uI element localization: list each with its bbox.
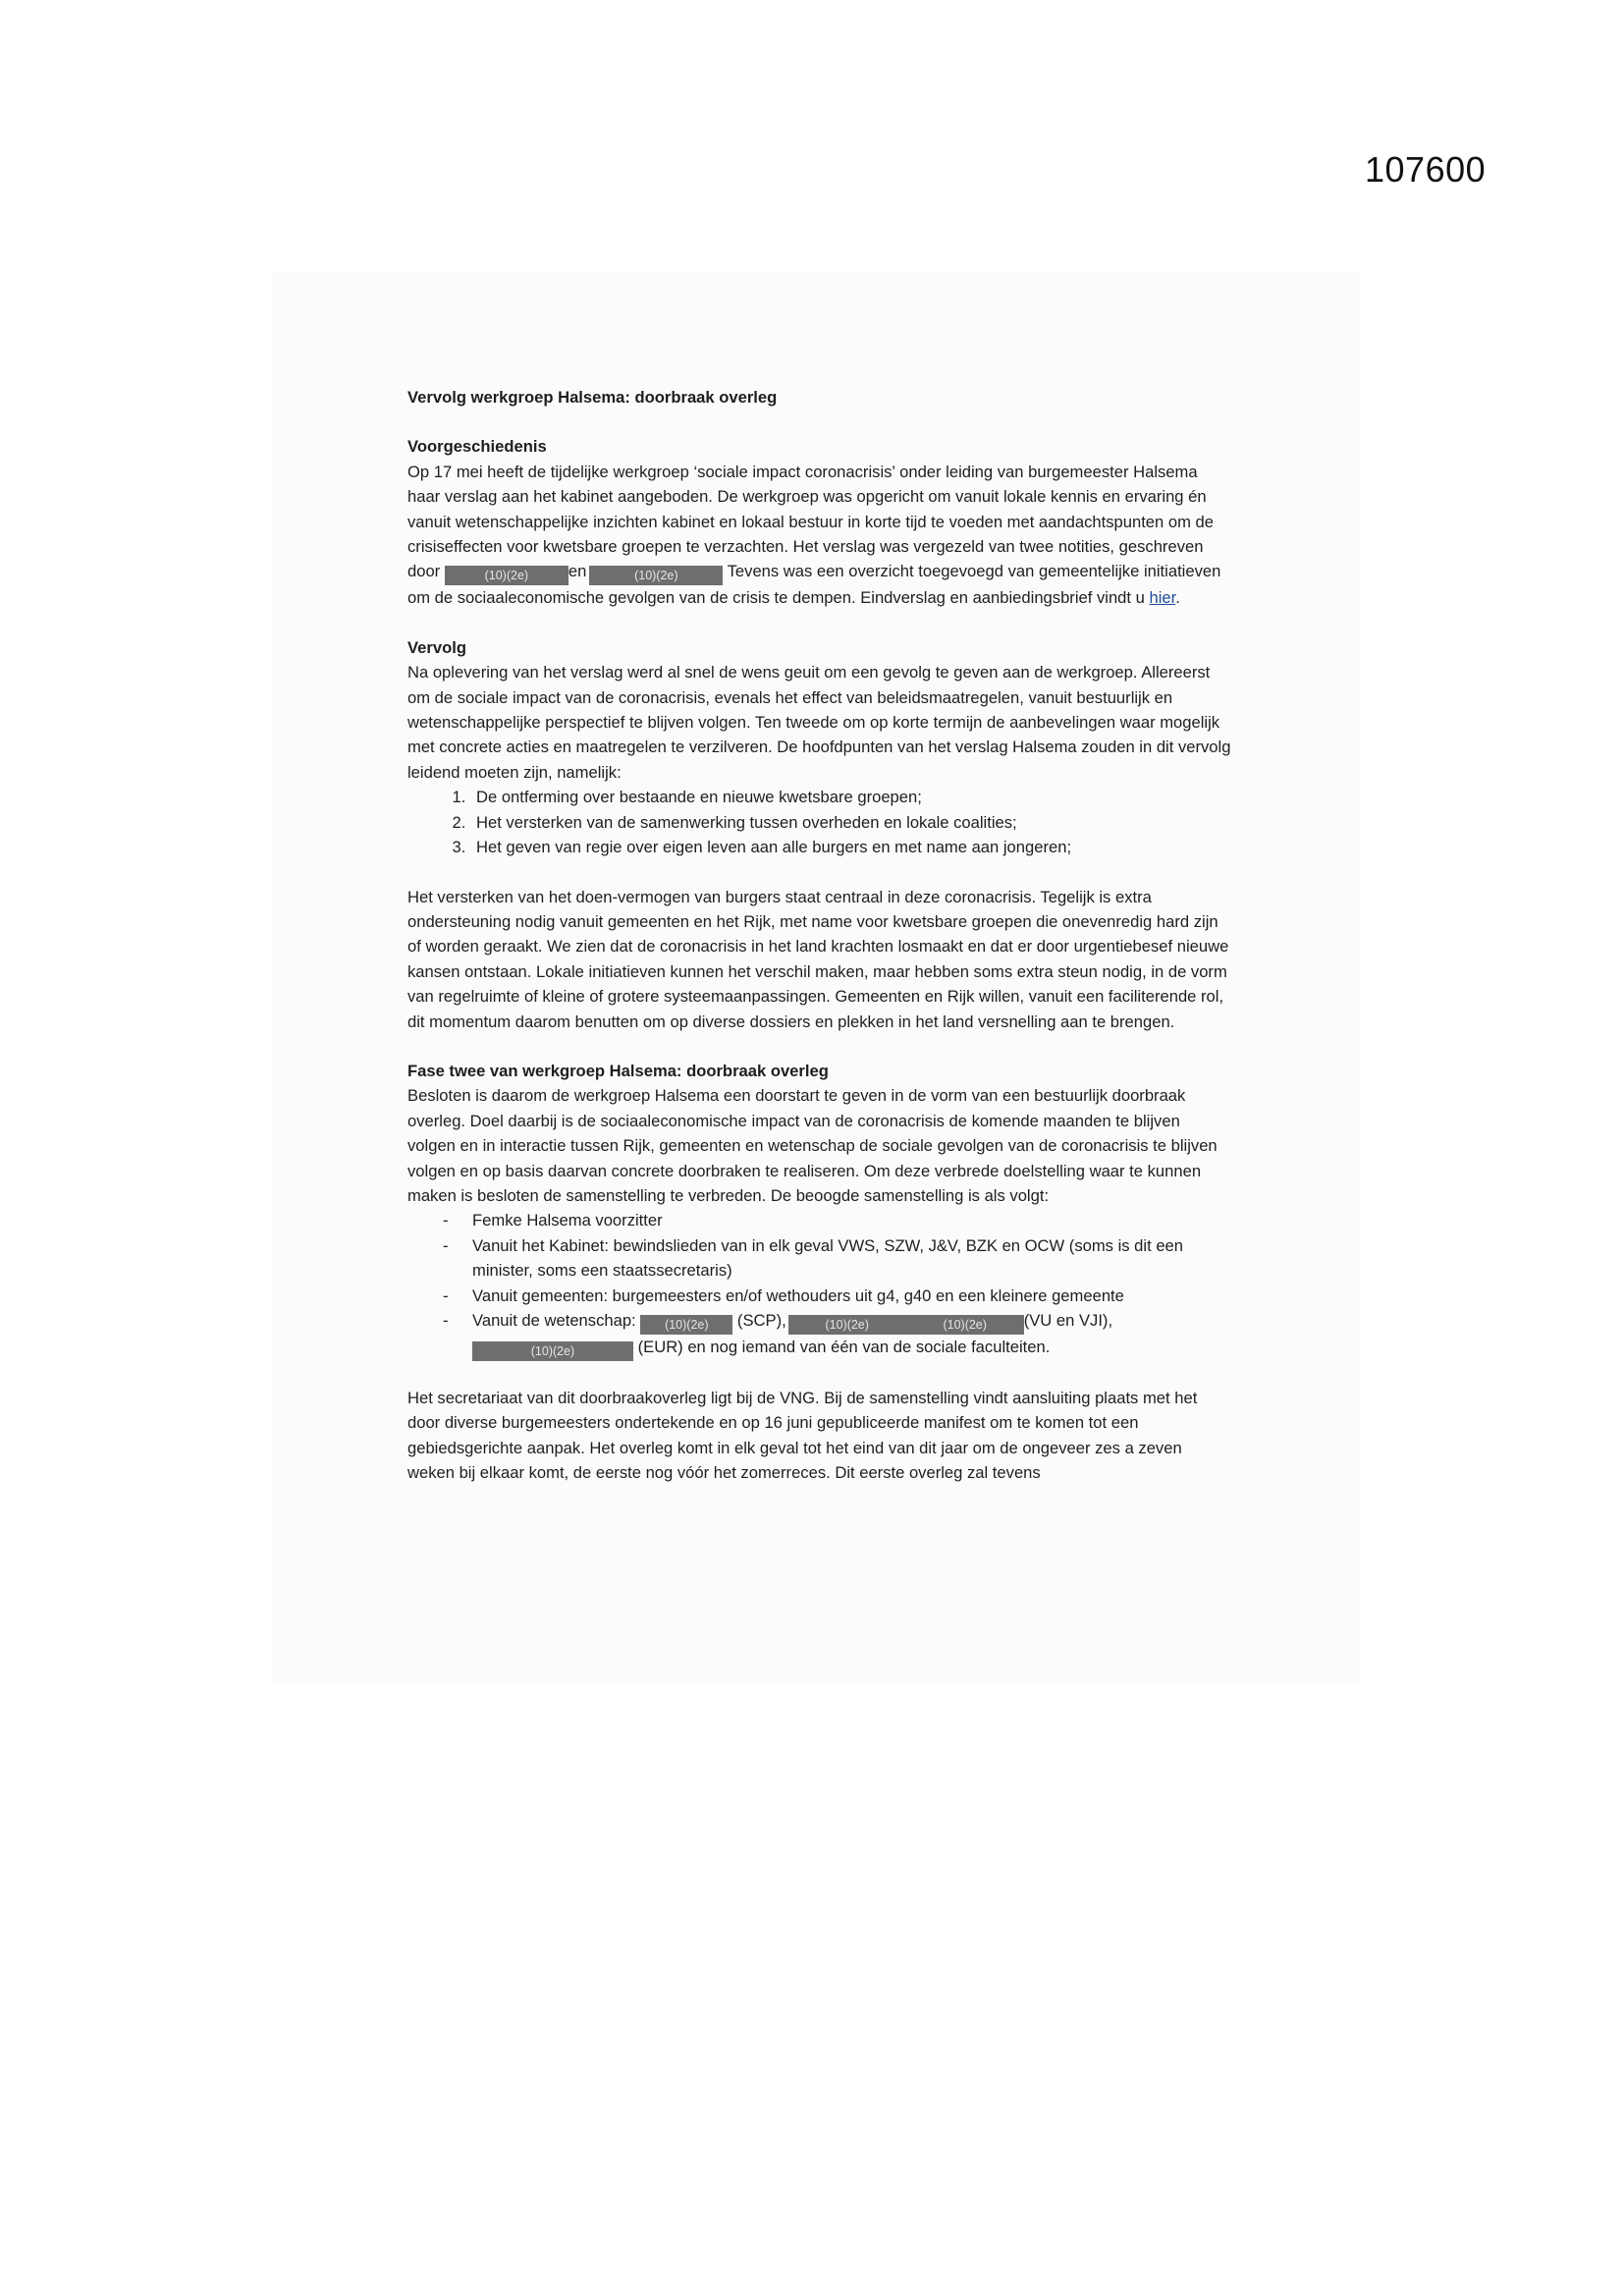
paragraph-doen-vermogen: Het versterken van het doen-vermogen van burgers staat centraal in deze coronacrisis. Tegelijk is extra ondersteuning nodig vanuit gemeenten en het Rijk, met name voor kwetsbare groepen die onevenredig hard zijn of worden geraakt. We zien dat de coronacrisis in het land krachten losmaakt en dat er door urgentiebesef nieuwe kansen ontstaan. Lokale initiatieven kunnen het verschil maken, maar hebben soms extra steun nodig, in de vorm van regelruimte of kleine of grotere systeemaanpassingen. Gemeenten en Rijk willen, vanuit een faciliterende rol, dit momentum daarom benutten om op diverse dossiers en plekken in het land versnelling aan te brengen. bbox=[407, 887, 1229, 1031]
list-item bbox=[443, 1208, 1232, 1232]
voorgeschiedenis-text-2: en bbox=[568, 562, 587, 581]
priority-list bbox=[407, 785, 1232, 859]
voorgeschiedenis-text-3: Tevens was een overzicht toegevoegd van gemeentelijke initiatieven om de sociaaleconomische gevolgen van de crisis te dempen. Eindverslag en aanbiedingsbrief vindt u bbox=[407, 562, 1221, 608]
list-item bbox=[443, 1284, 1232, 1308]
document-number: 107600 bbox=[1365, 149, 1487, 190]
list-item: 1. De ontferming over bestaande en nieuwe kwetsbare groepen; bbox=[470, 785, 1232, 809]
list-item: 3. Het geven van regie over eigen leven aan alle burgers en met name aan jongeren; bbox=[470, 835, 1232, 859]
composition-item-text: Vanuit het Kabinet: bewindslieden van in elk geval VWS, SZW, J&V, BZK en OCW (soms is dit een minister, soms een staatssecretaris) bbox=[472, 1235, 1184, 1281]
redaction-block: (10)(2e) bbox=[906, 1315, 1024, 1335]
redaction-block: (10)(2e) bbox=[640, 1315, 732, 1335]
composition-item-text: Femke Halsema voorzitter bbox=[472, 1211, 663, 1230]
composition-item-text: (SCP), bbox=[736, 1311, 786, 1330]
voorgeschiedenis-text-4: . bbox=[1175, 588, 1180, 608]
document-title: Vervolg werkgroep Halsema: doorbraak overleg bbox=[407, 388, 778, 407]
paragraph-vervolg: Na oplevering van het verslag werd al snel de wens geuit om een gevolg te geven aan de werkgroep. Allereerst om de sociale impact van de coronacrisis, evenals het effect van beleidsmaatregelen, vanuit bestuurlijk en wetenschappelijke perspectief te blijven volgen. Ten tweede om op korte termijn de aanbevelingen waar mogelijk met concrete acties en maatregelen te verzilveren. De hoofdpunten van het verslag Halsema zouden in dit vervolg leidend moeten zijn, namelijk: bbox=[407, 663, 1231, 782]
composition-item-text: Vanuit gemeenten: burgemeesters en/of wethouders uit g4, g40 en een kleinere gemeente bbox=[472, 1285, 1124, 1305]
composition-item-text: (EUR) en nog iemand van één van de sociale faculteiten. bbox=[637, 1338, 1051, 1356]
composition-item-text: (VU en VJI), bbox=[1023, 1311, 1113, 1330]
voorgeschiedenis-text-1: Op 17 mei heeft de tijdelijke werkgroep ‘sociale impact coronacrisis’ onder leiding van burgemeester Halsema haar verslag aan het kabinet aangeboden. De werkgroep was opgericht om vanuit lokale kennis en ervaring én vanuit wetenschappelijke inzichten kabinet en lokaal bestuur in korte tijd te voeden met aandachtspunten om de crisiseffecten voor kwetsbare groepen te verzachten. Het verslag was vergezeld van twee notities, geschreven door bbox=[407, 462, 1214, 581]
list-item bbox=[443, 1233, 1232, 1284]
paragraph-voorgeschiedenis bbox=[407, 460, 1232, 611]
heading-voorgeschiedenis: Voorgeschiedenis bbox=[407, 437, 547, 457]
list-item bbox=[443, 1308, 1232, 1361]
heading-vervolg: Vervolg bbox=[407, 637, 466, 657]
composition-list bbox=[407, 1208, 1232, 1361]
paragraph-secretariaat: Het secretariaat van dit doorbraakoverleg ligt bij de VNG. Bij de samenstelling vindt aansluiting plaats met het door diverse burgemeesters ondertekende en op 16 juni gepubliceerde manifest om te komen tot een gebiedsgerichte aanpak. Het overleg komt in elk geval tot het eind van dit jaar om de ongeveer zes a zeven weken bij elkaar komt, de eerste nog vóór het zomerreces. Dit eerste overleg zal tevens bbox=[407, 1389, 1198, 1483]
list-item: 2. Het versterken van de samenwerking tussen overheden en lokale coalities; bbox=[470, 810, 1232, 835]
dash-bullet: - bbox=[443, 1235, 449, 1255]
composition-item-text: Vanuit de wetenschap: bbox=[472, 1311, 636, 1330]
document-body bbox=[407, 385, 1232, 1486]
hier-link[interactable]: hier bbox=[1149, 588, 1176, 608]
redaction-block: (10)(2e) bbox=[788, 1315, 906, 1335]
dash-bullet: - bbox=[443, 1285, 449, 1305]
redaction-block: (10)(2e) bbox=[472, 1341, 633, 1361]
dash-bullet: - bbox=[443, 1211, 449, 1230]
redaction-block: (10)(2e) bbox=[445, 566, 568, 585]
heading-fase-twee: Fase twee van werkgroep Halsema: doorbraak overleg bbox=[407, 1061, 829, 1080]
dash-bullet: - bbox=[443, 1311, 449, 1330]
redaction-block: (10)(2e) bbox=[589, 566, 723, 585]
paragraph-fase-twee: Besloten is daarom de werkgroep Halsema een doorstart te geven in de vorm van een bestuurlijk doorbraak overleg. Doel daarbij is de sociaaleconomische impact van de coronacrisis de komende maanden te blijven volgen en in interactie tussen Rijk, gemeenten en wetenschap de sociale gevolgen van de coronacrisis te blijven volgen en op basis daarvan concrete doorbraken te realiseren. Om deze verbrede doelstelling waar te kunnen maken is besloten de samenstelling te verbreden. De beoogde samenstelling is als volgt: bbox=[407, 1086, 1218, 1205]
